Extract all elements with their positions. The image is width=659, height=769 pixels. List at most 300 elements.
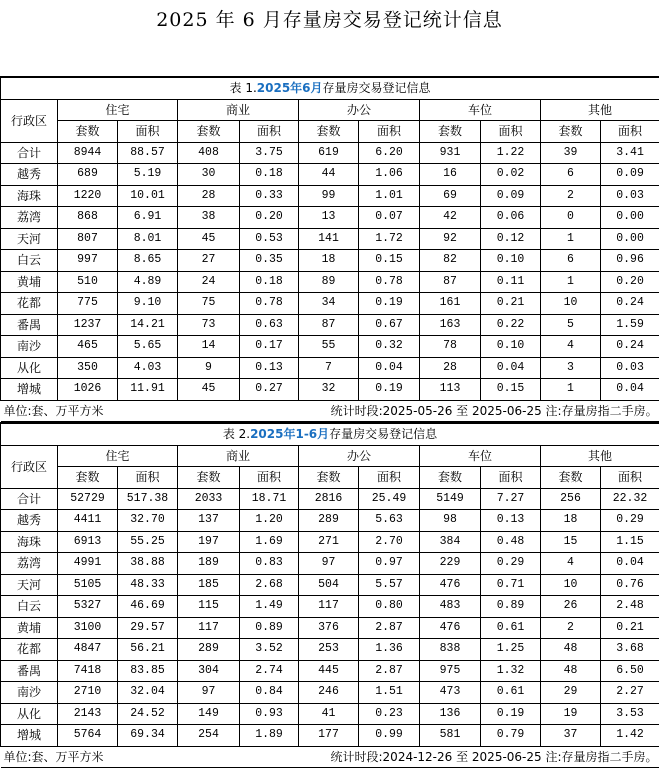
value-cell: 117 (178, 617, 240, 639)
value-cell: 5327 (58, 596, 118, 618)
district-cell: 南沙 (1, 682, 58, 704)
value-cell: 25.49 (359, 488, 420, 510)
value-cell: 0.09 (601, 164, 659, 186)
header-row-categories (1, 99, 659, 121)
value-cell: 24.52 (118, 703, 178, 725)
value-cell: 83.85 (118, 660, 178, 682)
district-cell: 合计 (1, 488, 58, 510)
table-row (1, 725, 659, 747)
value-cell: 30 (178, 164, 240, 186)
value-cell: 0 (541, 207, 601, 229)
table-row (1, 639, 659, 661)
value-cell: 4411 (58, 510, 118, 532)
value-cell: 10.01 (118, 185, 178, 207)
value-cell: 45 (178, 379, 240, 401)
value-cell: 619 (299, 142, 359, 164)
value-cell: 0.13 (240, 357, 299, 379)
value-cell: 3.41 (601, 142, 659, 164)
district-cell: 黄埔 (1, 271, 58, 293)
district-cell: 花都 (1, 639, 58, 661)
value-cell: 3 (541, 357, 601, 379)
table-row (1, 574, 659, 596)
value-cell: 1.32 (481, 660, 541, 682)
value-cell: 0.61 (481, 682, 541, 704)
district-cell: 番禺 (1, 314, 58, 336)
value-cell: 2.87 (359, 660, 420, 682)
value-cell: 87 (420, 271, 481, 293)
table-row (1, 488, 659, 510)
value-cell: 8944 (58, 142, 118, 164)
value-cell: 0.80 (359, 596, 420, 618)
value-cell: 197 (178, 531, 240, 553)
district-cell: 黄埔 (1, 617, 58, 639)
value-cell: 177 (299, 725, 359, 747)
value-cell: 0.93 (240, 703, 299, 725)
value-cell: 384 (420, 531, 481, 553)
value-cell: 1.59 (601, 314, 659, 336)
value-cell: 510 (58, 271, 118, 293)
value-cell: 189 (178, 553, 240, 575)
value-cell: 5.65 (118, 336, 178, 358)
value-cell: 0.67 (359, 314, 420, 336)
value-cell: 88.57 (118, 142, 178, 164)
value-cell: 1.89 (240, 725, 299, 747)
table-caption-row (1, 77, 659, 99)
value-cell: 27 (178, 250, 240, 272)
header-count: 套数 (299, 467, 359, 489)
value-cell: 0.12 (481, 228, 541, 250)
value-cell: 7.27 (481, 488, 541, 510)
value-cell: 37 (541, 725, 601, 747)
table-row (1, 596, 659, 618)
table-caption (1, 423, 659, 445)
value-cell: 807 (58, 228, 118, 250)
district-cell: 南沙 (1, 336, 58, 358)
value-cell: 1.25 (481, 639, 541, 661)
value-cell: 0.29 (481, 553, 541, 575)
table-row (1, 703, 659, 725)
value-cell: 29.57 (118, 617, 178, 639)
value-cell: 838 (420, 639, 481, 661)
value-cell: 14.21 (118, 314, 178, 336)
table-row (1, 531, 659, 553)
value-cell: 229 (420, 553, 481, 575)
district-cell: 增城 (1, 379, 58, 401)
district-cell: 海珠 (1, 185, 58, 207)
value-cell: 0.61 (481, 617, 541, 639)
value-cell: 0.83 (240, 553, 299, 575)
value-cell: 38.88 (118, 553, 178, 575)
value-cell: 2710 (58, 682, 118, 704)
value-cell: 0.99 (359, 725, 420, 747)
stats-table-1 (0, 76, 659, 422)
value-cell: 517.38 (118, 488, 178, 510)
value-cell: 2.87 (359, 617, 420, 639)
tables-container (0, 76, 659, 768)
header-row-metrics (1, 121, 659, 143)
value-cell: 0.71 (481, 574, 541, 596)
value-cell: 408 (178, 142, 240, 164)
value-cell: 10 (541, 293, 601, 315)
value-cell: 97 (299, 553, 359, 575)
header-category: 办公 (299, 99, 420, 121)
value-cell: 48.33 (118, 574, 178, 596)
value-cell: 9 (178, 357, 240, 379)
value-cell: 48 (541, 660, 601, 682)
caption-suffix: 存量房交易登记信息 (322, 81, 431, 96)
value-cell: 0.03 (601, 357, 659, 379)
value-cell: 0.19 (359, 293, 420, 315)
district-cell: 荔湾 (1, 553, 58, 575)
value-cell: 24 (178, 271, 240, 293)
value-cell: 14 (178, 336, 240, 358)
value-cell: 0.11 (481, 271, 541, 293)
header-category: 商业 (178, 99, 299, 121)
table-row (1, 357, 659, 379)
value-cell: 2.68 (240, 574, 299, 596)
value-cell: 0.10 (481, 250, 541, 272)
value-cell: 0.89 (240, 617, 299, 639)
value-cell: 465 (58, 336, 118, 358)
value-cell: 2816 (299, 488, 359, 510)
unit-note: 单位:套、万平方米 (3, 403, 104, 418)
value-cell: 22.32 (601, 488, 659, 510)
table-footer (1, 400, 659, 422)
header-district: 行政区 (1, 445, 58, 488)
period-note: 统计时段:2025-05-26 至 2025-06-25 注:存量房指二手房。 (330, 403, 658, 418)
value-cell: 7418 (58, 660, 118, 682)
value-cell: 32.70 (118, 510, 178, 532)
value-cell: 10 (541, 574, 601, 596)
value-cell: 141 (299, 228, 359, 250)
header-count: 套数 (420, 467, 481, 489)
district-cell: 合计 (1, 142, 58, 164)
header-count: 套数 (178, 121, 240, 143)
value-cell: 0.19 (481, 703, 541, 725)
caption-suffix: 存量房交易登记信息 (329, 427, 438, 442)
district-cell: 天河 (1, 228, 58, 250)
value-cell: 6913 (58, 531, 118, 553)
value-cell: 1.42 (601, 725, 659, 747)
header-count: 套数 (541, 121, 601, 143)
value-cell: 0.00 (601, 228, 659, 250)
value-cell: 4 (541, 553, 601, 575)
value-cell: 16 (420, 164, 481, 186)
value-cell: 0.06 (481, 207, 541, 229)
value-cell: 1.36 (359, 639, 420, 661)
table-row (1, 379, 659, 401)
value-cell: 0.96 (601, 250, 659, 272)
value-cell: 137 (178, 510, 240, 532)
value-cell: 931 (420, 142, 481, 164)
header-area: 面积 (240, 121, 299, 143)
value-cell: 2 (541, 185, 601, 207)
value-cell: 253 (299, 639, 359, 661)
header-area: 面积 (359, 467, 420, 489)
header-count: 套数 (58, 467, 118, 489)
value-cell: 82 (420, 250, 481, 272)
value-cell: 55 (299, 336, 359, 358)
value-cell: 15 (541, 531, 601, 553)
value-cell: 3.53 (601, 703, 659, 725)
district-cell: 番禺 (1, 660, 58, 682)
header-count: 套数 (420, 121, 481, 143)
value-cell: 4847 (58, 639, 118, 661)
value-cell: 1.69 (240, 531, 299, 553)
value-cell: 254 (178, 725, 240, 747)
table-footer (1, 746, 659, 768)
table-row (1, 314, 659, 336)
value-cell: 2.27 (601, 682, 659, 704)
value-cell: 2033 (178, 488, 240, 510)
header-category: 车位 (420, 445, 541, 467)
table-footer-row (1, 746, 659, 768)
value-cell: 149 (178, 703, 240, 725)
value-cell: 304 (178, 660, 240, 682)
value-cell: 45 (178, 228, 240, 250)
value-cell: 775 (58, 293, 118, 315)
value-cell: 4 (541, 336, 601, 358)
value-cell: 115 (178, 596, 240, 618)
value-cell: 0.00 (601, 207, 659, 229)
table-row (1, 293, 659, 315)
value-cell: 41 (299, 703, 359, 725)
value-cell: 0.29 (601, 510, 659, 532)
value-cell: 5.19 (118, 164, 178, 186)
value-cell: 0.32 (359, 336, 420, 358)
value-cell: 3100 (58, 617, 118, 639)
value-cell: 1 (541, 379, 601, 401)
header-count: 套数 (178, 467, 240, 489)
table-row (1, 207, 659, 229)
header-category: 办公 (299, 445, 420, 467)
value-cell: 0.19 (359, 379, 420, 401)
table-footer-row (1, 400, 659, 422)
header-row-metrics (1, 467, 659, 489)
stats-table-2 (0, 422, 659, 768)
value-cell: 13 (299, 207, 359, 229)
value-cell: 4991 (58, 553, 118, 575)
header-area: 面积 (601, 121, 659, 143)
district-cell: 荔湾 (1, 207, 58, 229)
value-cell: 117 (299, 596, 359, 618)
value-cell: 0.04 (481, 357, 541, 379)
value-cell: 289 (178, 639, 240, 661)
value-cell: 3.68 (601, 639, 659, 661)
value-cell: 75 (178, 293, 240, 315)
value-cell: 0.76 (601, 574, 659, 596)
header-area: 面积 (601, 467, 659, 489)
value-cell: 69 (420, 185, 481, 207)
value-cell: 11.91 (118, 379, 178, 401)
value-cell: 185 (178, 574, 240, 596)
district-cell: 白云 (1, 596, 58, 618)
caption-prefix: 表 2. (222, 427, 251, 442)
caption-prefix: 表 1. (229, 81, 257, 96)
value-cell: 0.35 (240, 250, 299, 272)
caption-highlight: 2025年6月 (256, 81, 323, 96)
value-cell: 0.33 (240, 185, 299, 207)
value-cell: 92 (420, 228, 481, 250)
value-cell: 975 (420, 660, 481, 682)
value-cell: 1.20 (240, 510, 299, 532)
value-cell: 1.49 (240, 596, 299, 618)
value-cell: 445 (299, 660, 359, 682)
value-cell: 0.09 (481, 185, 541, 207)
value-cell: 689 (58, 164, 118, 186)
value-cell: 113 (420, 379, 481, 401)
value-cell: 42 (420, 207, 481, 229)
value-cell: 0.15 (359, 250, 420, 272)
value-cell: 997 (58, 250, 118, 272)
value-cell: 0.17 (240, 336, 299, 358)
district-cell: 增城 (1, 725, 58, 747)
value-cell: 2.48 (601, 596, 659, 618)
value-cell: 6 (541, 164, 601, 186)
header-category: 商业 (178, 445, 299, 467)
value-cell: 1 (541, 228, 601, 250)
district-cell: 白云 (1, 250, 58, 272)
header-count: 套数 (58, 121, 118, 143)
district-cell: 越秀 (1, 510, 58, 532)
header-category: 车位 (420, 99, 541, 121)
value-cell: 0.20 (240, 207, 299, 229)
value-cell: 473 (420, 682, 481, 704)
value-cell: 18 (541, 510, 601, 532)
value-cell: 0.04 (601, 553, 659, 575)
header-area: 面积 (481, 121, 541, 143)
value-cell: 0.03 (601, 185, 659, 207)
value-cell: 0.18 (240, 164, 299, 186)
value-cell: 0.02 (481, 164, 541, 186)
value-cell: 0.15 (481, 379, 541, 401)
value-cell: 48 (541, 639, 601, 661)
value-cell: 1.15 (601, 531, 659, 553)
value-cell: 581 (420, 725, 481, 747)
table-row (1, 617, 659, 639)
value-cell: 0.63 (240, 314, 299, 336)
value-cell: 136 (420, 703, 481, 725)
value-cell: 256 (541, 488, 601, 510)
value-cell: 46.69 (118, 596, 178, 618)
table-row (1, 142, 659, 164)
district-cell: 海珠 (1, 531, 58, 553)
value-cell: 0.04 (601, 379, 659, 401)
value-cell: 1220 (58, 185, 118, 207)
value-cell: 0.97 (359, 553, 420, 575)
table-row (1, 660, 659, 682)
value-cell: 44 (299, 164, 359, 186)
value-cell: 0.04 (359, 357, 420, 379)
value-cell: 0.89 (481, 596, 541, 618)
value-cell: 0.78 (240, 293, 299, 315)
value-cell: 163 (420, 314, 481, 336)
value-cell: 78 (420, 336, 481, 358)
value-cell: 5.57 (359, 574, 420, 596)
table-row (1, 250, 659, 272)
value-cell: 8.01 (118, 228, 178, 250)
value-cell: 0.48 (481, 531, 541, 553)
value-cell: 69.34 (118, 725, 178, 747)
value-cell: 89 (299, 271, 359, 293)
value-cell: 0.21 (601, 617, 659, 639)
value-cell: 868 (58, 207, 118, 229)
value-cell: 5 (541, 314, 601, 336)
table-row (1, 271, 659, 293)
district-cell: 从化 (1, 357, 58, 379)
value-cell: 0.22 (481, 314, 541, 336)
value-cell: 52729 (58, 488, 118, 510)
value-cell: 350 (58, 357, 118, 379)
header-row-categories (1, 445, 659, 467)
district-cell: 越秀 (1, 164, 58, 186)
header-area: 面积 (118, 121, 178, 143)
value-cell: 6 (541, 250, 601, 272)
value-cell: 271 (299, 531, 359, 553)
header-category: 住宅 (58, 99, 178, 121)
table-row (1, 682, 659, 704)
value-cell: 38 (178, 207, 240, 229)
value-cell: 99 (299, 185, 359, 207)
value-cell: 87 (299, 314, 359, 336)
unit-note: 单位:套、万平方米 (3, 749, 104, 764)
value-cell: 0.20 (601, 271, 659, 293)
value-cell: 1026 (58, 379, 118, 401)
value-cell: 29 (541, 682, 601, 704)
value-cell: 34 (299, 293, 359, 315)
value-cell: 0.23 (359, 703, 420, 725)
value-cell: 7 (299, 357, 359, 379)
value-cell: 5.63 (359, 510, 420, 532)
value-cell: 504 (299, 574, 359, 596)
header-category: 住宅 (58, 445, 178, 467)
value-cell: 476 (420, 617, 481, 639)
value-cell: 55.25 (118, 531, 178, 553)
value-cell: 5764 (58, 725, 118, 747)
district-cell: 从化 (1, 703, 58, 725)
value-cell: 0.27 (240, 379, 299, 401)
value-cell: 0.24 (601, 336, 659, 358)
value-cell: 1.51 (359, 682, 420, 704)
value-cell: 8.65 (118, 250, 178, 272)
value-cell: 161 (420, 293, 481, 315)
table-row (1, 185, 659, 207)
value-cell: 0.79 (481, 725, 541, 747)
value-cell: 6.91 (118, 207, 178, 229)
header-area: 面积 (359, 121, 420, 143)
value-cell: 246 (299, 682, 359, 704)
header-category: 其他 (541, 445, 659, 467)
header-count: 套数 (299, 121, 359, 143)
value-cell: 2143 (58, 703, 118, 725)
page-title: 2025 年 6 月存量房交易登记统计信息 (156, 9, 503, 31)
value-cell: 0.13 (481, 510, 541, 532)
header-area: 面积 (118, 467, 178, 489)
caption-highlight: 2025年1-6月 (250, 427, 330, 442)
district-cell: 花都 (1, 293, 58, 315)
value-cell: 2.74 (240, 660, 299, 682)
value-cell: 0.21 (481, 293, 541, 315)
table-row (1, 336, 659, 358)
value-cell: 28 (178, 185, 240, 207)
district-cell: 天河 (1, 574, 58, 596)
value-cell: 376 (299, 617, 359, 639)
value-cell: 1237 (58, 314, 118, 336)
table-row (1, 553, 659, 575)
header-area: 面积 (240, 467, 299, 489)
value-cell: 4.03 (118, 357, 178, 379)
table-row (1, 228, 659, 250)
